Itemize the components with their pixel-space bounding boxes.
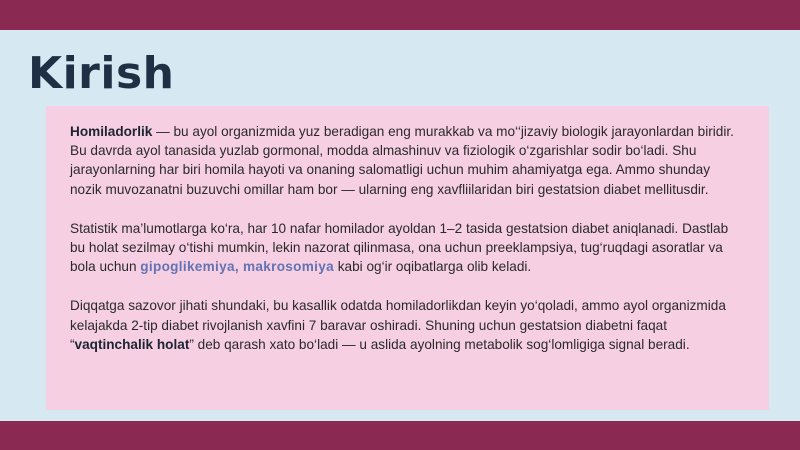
paragraph-intro-text: — bu ayol organizmida yuz beradigan eng murakkab va mo‘‘jizaviy biologik jarayonlardan biridir. Bu davrda ayol tanasida yuzlab gormonal, modda almashinuv va fiziologik o‘zgarishlar sodir bo‘ladi. Shu jarayonlarning har biri homila hayoti va onaning salomatligi uchun muhim ahamiyatga ega. Ammo shunday nozik muvozanatni buzuvchi omillar ham bor — ularning eng xavfliilaridan biri gestatsion diabet mellitusdir. <box>70 124 734 197</box>
top-band <box>0 0 800 30</box>
bottom-band <box>0 421 800 450</box>
slide-title: Kirish <box>28 48 175 99</box>
content-box <box>46 106 769 410</box>
paragraph-conclusion-tail: ” deb qarash xato bo‘ladi — u aslida ayolning metabolik sog‘lomligiga signal beradi. <box>189 336 690 352</box>
paragraph-statistics-text: Statistik ma’lumotlarga ko‘ra, har 10 nafar homilador ayoldan 1–2 tasida gestatsion diabet aniqlanadi. Dastlab bu holat sezilmay o‘tishi mumkin, lekin nazorat qilinmasa, ona uchun preeklampsiya, tug‘ruqdagi asoratlar va bola uchun <box>70 220 729 275</box>
paragraph-intro <box>70 122 739 199</box>
paragraph-statistics <box>70 219 739 277</box>
paragraph-statistics-tail: kabi og‘ir oqibatlarga olib keladi. <box>333 259 532 275</box>
term-vaqtinchalik-holat: vaqtinchalik holat <box>74 336 190 352</box>
highlighted-terms: gipoglikemiya, makrosomiya <box>140 259 334 275</box>
paragraph-conclusion <box>70 296 739 354</box>
term-homiladorlik: Homiladorlik <box>70 124 153 139</box>
paragraph-conclusion-text: Diqqatga sazovor jihati shundaki, bu kasallik odatda homiladorlikdan keyin yo‘qoladi, ammo ayol organizmida kelajakda 2-tip diabet rivojlanish xavfini 7 baravar oshiradi. Shuning uchun gestatsion diabetni faqat “ <box>70 298 726 352</box>
